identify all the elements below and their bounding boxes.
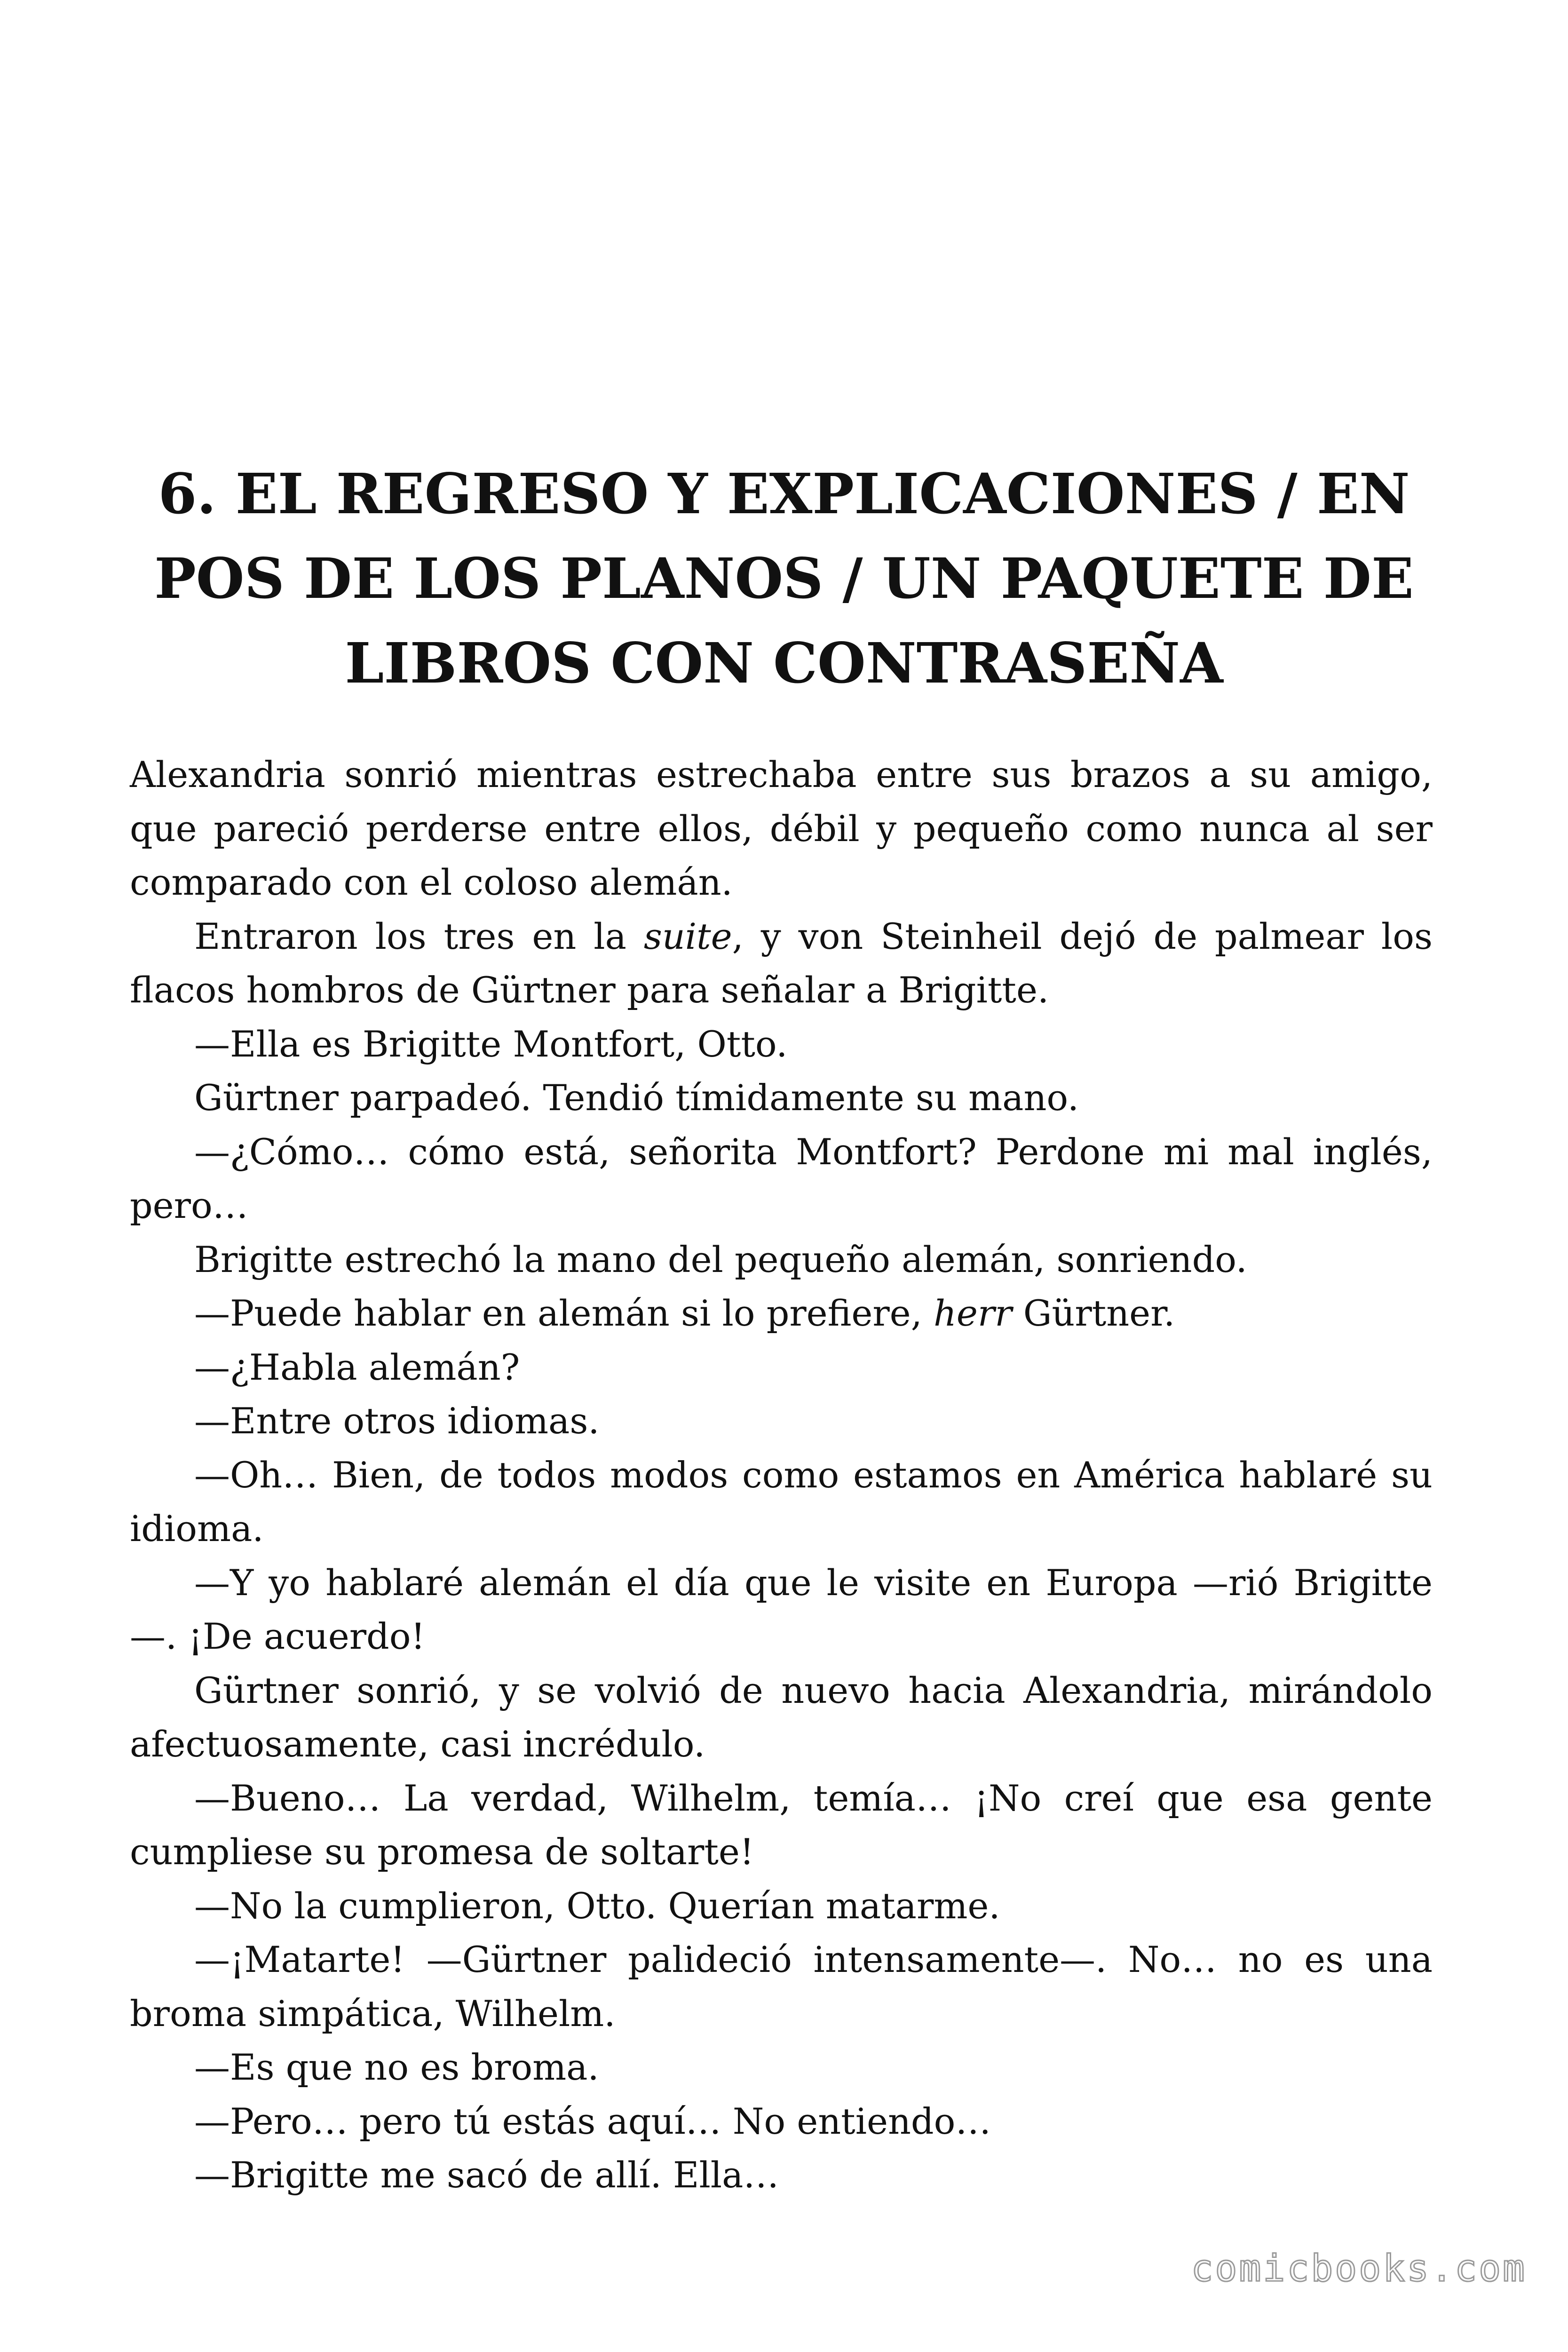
paragraph-text: , y von Steinheil dejó de palmear los flacos hombros de Gürtner para señalar a Brigitte. [130, 915, 1433, 1011]
paragraph [130, 1287, 1433, 1341]
italic-word: herr [933, 1292, 1012, 1334]
paragraph-text: —No la cumplieron, Otto. Querían matarme. [194, 1884, 1000, 1927]
chapter-title-line: LIBROS CON CONTRASEÑA [345, 630, 1223, 696]
paragraph-text: —¿Habla alemán? [194, 1346, 520, 1388]
paragraph [130, 2041, 1433, 2095]
paragraph-text: Brigitte estrechó la mano del pequeño alemán, sonriendo. [194, 1238, 1247, 1280]
paragraph-text: —Y yo hablaré alemán el día que le visite en Europa —rió Brigitte—. ¡De acuerdo! [130, 1561, 1433, 1657]
paragraph-text: —Puede hablar en alemán si lo prefiere, [194, 1292, 934, 1334]
paragraph-text: Gürtner. [1012, 1292, 1175, 1334]
chapter-body [130, 748, 1433, 2202]
paragraph-text: Alexandria sonrió mientras estrechaba entre sus brazos a su amigo, que pareció perderse entre ellos, débil y pequeño como nunca al ser comparado con el coloso alemán. [130, 754, 1433, 903]
paragraph [130, 1664, 1433, 1772]
paragraph-text: —Ella es Brigitte Montfort, Otto. [194, 1023, 788, 1065]
chapter-title-line: POS DE LOS PLANOS / UN PAQUETE DE [154, 546, 1414, 611]
paragraph [130, 748, 1433, 910]
paragraph [130, 1394, 1433, 1448]
paragraph-text: —Bueno… La verdad, Wilhelm, temía… ¡No creí que esa gente cumpliese su promesa de soltarte! [130, 1777, 1433, 1873]
watermark: comicbooks.com [1191, 2248, 1527, 2290]
chapter-title [132, 452, 1436, 706]
paragraph [130, 1879, 1433, 1933]
paragraph-text: Entraron los tres en la [194, 915, 644, 957]
paragraph [130, 910, 1433, 1017]
paragraph-text: Gürtner sonrió, y se volvió de nuevo hacia Alexandria, mirándolo afectuosamente, casi incrédulo. [130, 1669, 1433, 1765]
paragraph [130, 1125, 1433, 1233]
paragraph-text: —¿Cómo… cómo está, señorita Montfort? Perdone mi mal inglés, pero… [130, 1130, 1433, 1226]
paragraph-text: —Entre otros idiomas. [194, 1400, 600, 1442]
paragraph [130, 1017, 1433, 1072]
paragraph-text: Gürtner parpadeó. Tendió tímidamente su mano. [194, 1077, 1079, 1119]
paragraph-text: —Brigitte me sacó de allí. Ella… [194, 2154, 779, 2196]
paragraph [130, 1448, 1433, 1556]
paragraph [130, 2095, 1433, 2149]
paragraph [130, 2148, 1433, 2202]
paragraph [130, 1341, 1433, 1395]
italic-word: suite [643, 915, 732, 957]
paragraph [130, 1772, 1433, 1879]
chapter-title-line: 6. EL REGRESO Y EXPLICACIONES / EN [158, 461, 1410, 526]
paragraph-text: —Pero… pero tú estás aquí… No entiendo… [194, 2100, 991, 2142]
paragraph [130, 1556, 1433, 1664]
paragraph-text: —Es que no es broma. [194, 2046, 599, 2088]
paragraph [130, 1233, 1433, 1287]
paragraph-text: —Oh… Bien, de todos modos como estamos en América hablaré su idioma. [130, 1454, 1433, 1549]
paragraph-text: —¡Matarte! —Gürtner palideció intensamente—. No… no es una broma simpática, Wilhelm. [130, 1939, 1433, 2034]
paragraph [130, 1933, 1433, 2041]
paragraph [130, 1071, 1433, 1125]
